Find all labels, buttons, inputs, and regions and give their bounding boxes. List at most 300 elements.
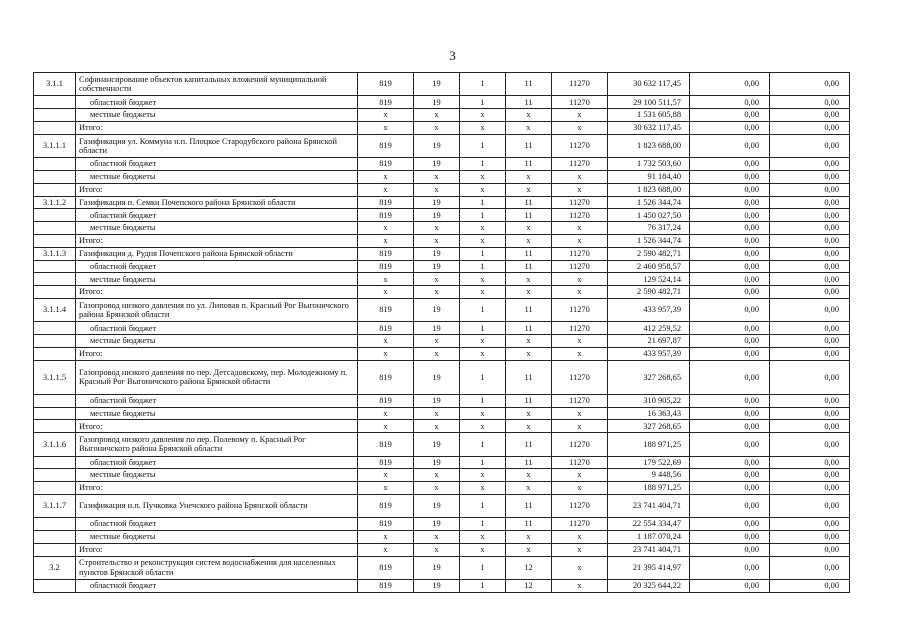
admin-code-cell: х <box>358 183 414 196</box>
program-cell: 12 <box>506 580 552 593</box>
admin-code-cell: 819 <box>358 580 414 593</box>
amount-year2-cell: 0,00 <box>690 482 770 495</box>
name-cell: Итого: <box>76 286 358 299</box>
section-cell: 19 <box>414 360 460 394</box>
direction-cell: 11270 <box>552 158 608 171</box>
amount-cell: 23 741 404,71 <box>608 494 690 517</box>
program-cell: х <box>506 482 552 495</box>
name-cell: Газопровод низкого давления по пер. Полевому п. Красный Рог Выгоничского района Брянской области <box>76 433 358 456</box>
name-cell: Итого: <box>76 482 358 495</box>
amount-year2-cell: 0,00 <box>690 543 770 556</box>
direction-cell: х <box>552 531 608 544</box>
amount-cell: 76 317,24 <box>608 222 690 235</box>
section-cell: х <box>414 222 460 235</box>
name-cell: Итого: <box>76 420 358 433</box>
name-cell: Итого: <box>76 234 358 247</box>
amount-year2-cell: 0,00 <box>690 209 770 222</box>
program-cell: 11 <box>506 209 552 222</box>
code-cell <box>34 96 76 109</box>
amount-year2-cell: 0,00 <box>690 222 770 235</box>
code-cell: 3.1.1.1 <box>34 134 76 157</box>
section-cell: 19 <box>414 322 460 335</box>
subsection-cell: х <box>460 109 506 122</box>
amount-year2-cell: 0,00 <box>690 322 770 335</box>
admin-code-cell: х <box>358 170 414 183</box>
amount-year3-cell: 0,00 <box>770 134 850 157</box>
table-row-source <box>34 531 850 544</box>
subsection-cell: х <box>460 420 506 433</box>
amount-year3-cell: 0,00 <box>770 121 850 134</box>
direction-cell: 11270 <box>552 209 608 222</box>
program-cell: х <box>506 420 552 433</box>
name-cell: местные бюджеты <box>76 469 358 482</box>
name-cell: областной бюджет <box>76 322 358 335</box>
section-cell: 19 <box>414 96 460 109</box>
program-cell: х <box>506 407 552 420</box>
subsection-cell: х <box>460 183 506 196</box>
direction-cell: х <box>552 543 608 556</box>
amount-year3-cell: 0,00 <box>770 420 850 433</box>
amount-year2-cell: 0,00 <box>690 183 770 196</box>
admin-code-cell: х <box>358 482 414 495</box>
table-row-total <box>34 286 850 299</box>
code-cell <box>34 234 76 247</box>
section-cell: 19 <box>414 456 460 469</box>
amount-year3-cell: 0,00 <box>770 433 850 456</box>
direction-cell: 11270 <box>552 360 608 394</box>
table-row-total <box>34 347 850 360</box>
amount-year3-cell: 0,00 <box>770 247 850 260</box>
direction-cell: 11270 <box>552 260 608 273</box>
section-cell: х <box>414 469 460 482</box>
amount-cell: 1 823 688,00 <box>608 183 690 196</box>
amount-year2-cell: 0,00 <box>690 73 770 96</box>
subsection-cell: х <box>460 335 506 348</box>
amount-year3-cell: 0,00 <box>770 273 850 286</box>
name-cell: областной бюджет <box>76 394 358 407</box>
code-cell <box>34 469 76 482</box>
amount-year3-cell: 0,00 <box>770 158 850 171</box>
code-cell <box>34 518 76 531</box>
admin-code-cell: 819 <box>358 518 414 531</box>
table-row-source <box>34 407 850 420</box>
admin-code-cell: х <box>358 234 414 247</box>
amount-year2-cell: 0,00 <box>690 433 770 456</box>
amount-year2-cell: 0,00 <box>690 158 770 171</box>
amount-year2-cell: 0,00 <box>690 456 770 469</box>
table-row-source <box>34 518 850 531</box>
program-cell: 11 <box>506 260 552 273</box>
name-cell: местные бюджеты <box>76 170 358 183</box>
table-row-source <box>34 96 850 109</box>
name-cell: Газификация д. Рудня Почепского района Брянской области <box>76 247 358 260</box>
amount-year2-cell: 0,00 <box>690 247 770 260</box>
code-cell: 3.1.1.2 <box>34 196 76 209</box>
subsection-cell: х <box>460 273 506 286</box>
amount-cell: 21 395 414,97 <box>608 556 690 579</box>
amount-year3-cell: 0,00 <box>770 209 850 222</box>
direction-cell: 11270 <box>552 456 608 469</box>
code-cell: 3.1.1.7 <box>34 494 76 517</box>
subsection-cell: х <box>460 234 506 247</box>
program-cell: 11 <box>506 134 552 157</box>
direction-cell: 11270 <box>552 494 608 517</box>
admin-code-cell: 819 <box>358 158 414 171</box>
amount-cell: 1 531 605,88 <box>608 109 690 122</box>
table-row-source <box>34 158 850 171</box>
table-row-item <box>34 360 850 394</box>
section-cell: х <box>414 234 460 247</box>
direction-cell: х <box>552 556 608 579</box>
section-cell: х <box>414 420 460 433</box>
amount-cell: 23 741 404,71 <box>608 543 690 556</box>
subsection-cell: х <box>460 286 506 299</box>
name-cell: Газификация н.п. Пучковка Унечского района Брянской области <box>76 494 358 517</box>
admin-code-cell: 819 <box>358 556 414 579</box>
admin-code-cell: 819 <box>358 73 414 96</box>
admin-code-cell: х <box>358 121 414 134</box>
amount-year2-cell: 0,00 <box>690 407 770 420</box>
table-row-total <box>34 420 850 433</box>
name-cell: областной бюджет <box>76 158 358 171</box>
amount-year3-cell: 0,00 <box>770 73 850 96</box>
admin-code-cell: 819 <box>358 134 414 157</box>
direction-cell: х <box>552 469 608 482</box>
direction-cell: 11270 <box>552 73 608 96</box>
code-cell: 3.1.1.3 <box>34 247 76 260</box>
direction-cell: х <box>552 580 608 593</box>
amount-year3-cell: 0,00 <box>770 556 850 579</box>
program-cell: 11 <box>506 96 552 109</box>
direction-cell: х <box>552 286 608 299</box>
amount-cell: 2 590 482,71 <box>608 247 690 260</box>
amount-year3-cell: 0,00 <box>770 322 850 335</box>
direction-cell: х <box>552 170 608 183</box>
amount-cell: 188 971,25 <box>608 482 690 495</box>
name-cell: местные бюджеты <box>76 222 358 235</box>
amount-cell: 30 632 117,45 <box>608 73 690 96</box>
code-cell <box>34 531 76 544</box>
program-cell: 11 <box>506 433 552 456</box>
program-cell: х <box>506 286 552 299</box>
table-row-item <box>34 73 850 96</box>
admin-code-cell: х <box>358 347 414 360</box>
code-cell <box>34 335 76 348</box>
name-cell: областной бюджет <box>76 518 358 531</box>
code-cell <box>34 273 76 286</box>
table-row-source <box>34 335 850 348</box>
code-cell <box>34 456 76 469</box>
admin-code-cell: 819 <box>358 298 414 321</box>
section-cell: х <box>414 170 460 183</box>
subsection-cell: х <box>460 543 506 556</box>
section-cell: 19 <box>414 134 460 157</box>
amount-year3-cell: 0,00 <box>770 580 850 593</box>
program-cell: х <box>506 469 552 482</box>
section-cell: х <box>414 109 460 122</box>
direction-cell: 11270 <box>552 134 608 157</box>
program-cell: х <box>506 170 552 183</box>
program-cell: 11 <box>506 360 552 394</box>
code-cell: 3.1.1 <box>34 73 76 96</box>
amount-year3-cell: 0,00 <box>770 407 850 420</box>
code-cell <box>34 170 76 183</box>
code-cell <box>34 420 76 433</box>
name-cell: областной бюджет <box>76 456 358 469</box>
direction-cell: 11270 <box>552 394 608 407</box>
table-row-source <box>34 469 850 482</box>
amount-year2-cell: 0,00 <box>690 121 770 134</box>
subsection-cell: х <box>460 222 506 235</box>
name-cell: Газопровод низкого давления по ул. Липовая п. Красный Рог Выгоничского района Брянской области <box>76 298 358 321</box>
amount-cell: 2 590 482,71 <box>608 286 690 299</box>
amount-cell: 129 524,14 <box>608 273 690 286</box>
amount-year2-cell: 0,00 <box>690 494 770 517</box>
table-row-source <box>34 456 850 469</box>
table-row-item <box>34 556 850 579</box>
subsection-cell: 1 <box>460 322 506 335</box>
code-cell <box>34 158 76 171</box>
admin-code-cell: 819 <box>358 433 414 456</box>
amount-year2-cell: 0,00 <box>690 394 770 407</box>
admin-code-cell: х <box>358 407 414 420</box>
page-number: 3 <box>449 48 456 63</box>
name-cell: областной бюджет <box>76 580 358 593</box>
subsection-cell: х <box>460 407 506 420</box>
amount-cell: 91 184,40 <box>608 170 690 183</box>
name-cell: Газопровод низкого давления по пер. Детсадовскому, пер. Молодежному п. Красный Рог Выгоничского района Брянской области <box>76 360 358 394</box>
amount-year3-cell: 0,00 <box>770 260 850 273</box>
name-cell: Газификация п. Семки Почепского района Брянской области <box>76 196 358 209</box>
name-cell: Итого: <box>76 183 358 196</box>
admin-code-cell: 819 <box>358 209 414 222</box>
code-cell <box>34 543 76 556</box>
section-cell: 19 <box>414 73 460 96</box>
direction-cell: х <box>552 121 608 134</box>
admin-code-cell: 819 <box>358 260 414 273</box>
amount-year3-cell: 0,00 <box>770 543 850 556</box>
amount-year2-cell: 0,00 <box>690 347 770 360</box>
program-cell: х <box>506 335 552 348</box>
subsection-cell: 1 <box>460 394 506 407</box>
direction-cell: х <box>552 407 608 420</box>
code-cell <box>34 286 76 299</box>
subsection-cell: х <box>460 469 506 482</box>
admin-code-cell: х <box>358 420 414 433</box>
code-cell <box>34 347 76 360</box>
table-row-source <box>34 273 850 286</box>
admin-code-cell: х <box>358 222 414 235</box>
amount-year2-cell: 0,00 <box>690 196 770 209</box>
program-cell: 11 <box>506 394 552 407</box>
code-cell <box>34 260 76 273</box>
name-cell: областной бюджет <box>76 209 358 222</box>
amount-cell: 412 259,52 <box>608 322 690 335</box>
admin-code-cell: 819 <box>358 96 414 109</box>
section-cell: х <box>414 543 460 556</box>
program-cell: х <box>506 531 552 544</box>
direction-cell: х <box>552 347 608 360</box>
amount-cell: 22 554 334,47 <box>608 518 690 531</box>
amount-cell: 433 957,39 <box>608 298 690 321</box>
amount-cell: 1 450 027,50 <box>608 209 690 222</box>
amount-year2-cell: 0,00 <box>690 360 770 394</box>
section-cell: х <box>414 286 460 299</box>
table-row-item <box>34 134 850 157</box>
code-cell <box>34 209 76 222</box>
amount-year3-cell: 0,00 <box>770 96 850 109</box>
amount-year2-cell: 0,00 <box>690 580 770 593</box>
amount-cell: 2 460 958,57 <box>608 260 690 273</box>
admin-code-cell: 819 <box>358 394 414 407</box>
amount-year3-cell: 0,00 <box>770 286 850 299</box>
subsection-cell: 1 <box>460 360 506 394</box>
program-cell: 11 <box>506 158 552 171</box>
section-cell: х <box>414 183 460 196</box>
amount-cell: 20 325 644,22 <box>608 580 690 593</box>
direction-cell: 11270 <box>552 433 608 456</box>
amount-year3-cell: 0,00 <box>770 531 850 544</box>
direction-cell: 11270 <box>552 518 608 531</box>
table-row-total <box>34 234 850 247</box>
code-cell: 3.1.1.5 <box>34 360 76 394</box>
amount-cell: 310 905,22 <box>608 394 690 407</box>
amount-cell: 30 632 117,45 <box>608 121 690 134</box>
section-cell: х <box>414 335 460 348</box>
table-row-source <box>34 394 850 407</box>
code-cell <box>34 394 76 407</box>
direction-cell: 11270 <box>552 322 608 335</box>
section-cell: 19 <box>414 556 460 579</box>
program-cell: 11 <box>506 298 552 321</box>
program-cell: х <box>506 109 552 122</box>
amount-year3-cell: 0,00 <box>770 183 850 196</box>
direction-cell: х <box>552 222 608 235</box>
amount-year3-cell: 0,00 <box>770 494 850 517</box>
table-row-item <box>34 494 850 517</box>
admin-code-cell: 819 <box>358 494 414 517</box>
section-cell: 19 <box>414 433 460 456</box>
section-cell: х <box>414 347 460 360</box>
table-row-source <box>34 109 850 122</box>
code-cell: 3.2 <box>34 556 76 579</box>
amount-cell: 1 187 070,24 <box>608 531 690 544</box>
program-cell: х <box>506 183 552 196</box>
program-cell: 11 <box>506 247 552 260</box>
program-cell: 11 <box>506 518 552 531</box>
subsection-cell: 1 <box>460 247 506 260</box>
subsection-cell: 1 <box>460 209 506 222</box>
table-row-total <box>34 482 850 495</box>
amount-year2-cell: 0,00 <box>690 96 770 109</box>
amount-year3-cell: 0,00 <box>770 518 850 531</box>
section-cell: 19 <box>414 196 460 209</box>
direction-cell: 11270 <box>552 247 608 260</box>
section-cell: 19 <box>414 209 460 222</box>
amount-year3-cell: 0,00 <box>770 335 850 348</box>
amount-cell: 9 448,56 <box>608 469 690 482</box>
name-cell: областной бюджет <box>76 96 358 109</box>
table-row-item <box>34 298 850 321</box>
direction-cell: 11270 <box>552 196 608 209</box>
table-body <box>34 73 850 593</box>
admin-code-cell: 819 <box>358 360 414 394</box>
table-row-total <box>34 543 850 556</box>
name-cell: Итого: <box>76 347 358 360</box>
code-cell <box>34 222 76 235</box>
program-cell: х <box>506 347 552 360</box>
name-cell: областной бюджет <box>76 260 358 273</box>
amount-year2-cell: 0,00 <box>690 109 770 122</box>
subsection-cell: 1 <box>460 456 506 469</box>
table-row-source <box>34 170 850 183</box>
amount-year3-cell: 0,00 <box>770 234 850 247</box>
amount-cell: 1 732 503,60 <box>608 158 690 171</box>
direction-cell: х <box>552 109 608 122</box>
amount-year3-cell: 0,00 <box>770 347 850 360</box>
subsection-cell: 1 <box>460 494 506 517</box>
subsection-cell: 1 <box>460 260 506 273</box>
table-row-source <box>34 209 850 222</box>
admin-code-cell: 819 <box>358 247 414 260</box>
direction-cell: х <box>552 273 608 286</box>
budget-table <box>33 72 850 593</box>
amount-year2-cell: 0,00 <box>690 420 770 433</box>
code-cell: 3.1.1.4 <box>34 298 76 321</box>
amount-cell: 179 522,69 <box>608 456 690 469</box>
amount-year3-cell: 0,00 <box>770 482 850 495</box>
table-row-source <box>34 580 850 593</box>
direction-cell: х <box>552 183 608 196</box>
section-cell: 19 <box>414 518 460 531</box>
program-cell: 11 <box>506 73 552 96</box>
amount-cell: 29 100 511,57 <box>608 96 690 109</box>
table-row-total <box>34 121 850 134</box>
section-cell: х <box>414 531 460 544</box>
name-cell: местные бюджеты <box>76 109 358 122</box>
admin-code-cell: х <box>358 531 414 544</box>
amount-cell: 327 268,65 <box>608 360 690 394</box>
amount-year3-cell: 0,00 <box>770 222 850 235</box>
amount-year3-cell: 0,00 <box>770 170 850 183</box>
subsection-cell: 1 <box>460 134 506 157</box>
section-cell: 19 <box>414 247 460 260</box>
amount-cell: 188 971,25 <box>608 433 690 456</box>
table-row-total <box>34 183 850 196</box>
program-cell: х <box>506 273 552 286</box>
name-cell: Итого: <box>76 121 358 134</box>
section-cell: х <box>414 482 460 495</box>
amount-year3-cell: 0,00 <box>770 469 850 482</box>
section-cell: 19 <box>414 394 460 407</box>
program-cell: 11 <box>506 196 552 209</box>
amount-cell: 1 526 344,74 <box>608 234 690 247</box>
admin-code-cell: 819 <box>358 322 414 335</box>
amount-year3-cell: 0,00 <box>770 109 850 122</box>
subsection-cell: х <box>460 170 506 183</box>
subsection-cell: 1 <box>460 298 506 321</box>
amount-year2-cell: 0,00 <box>690 273 770 286</box>
program-cell: 11 <box>506 494 552 517</box>
amount-year2-cell: 0,00 <box>690 531 770 544</box>
subsection-cell: 1 <box>460 158 506 171</box>
direction-cell: х <box>552 420 608 433</box>
table-row-source <box>34 222 850 235</box>
admin-code-cell: 819 <box>358 456 414 469</box>
code-cell <box>34 482 76 495</box>
amount-cell: 1 823 688,00 <box>608 134 690 157</box>
program-cell: 11 <box>506 456 552 469</box>
